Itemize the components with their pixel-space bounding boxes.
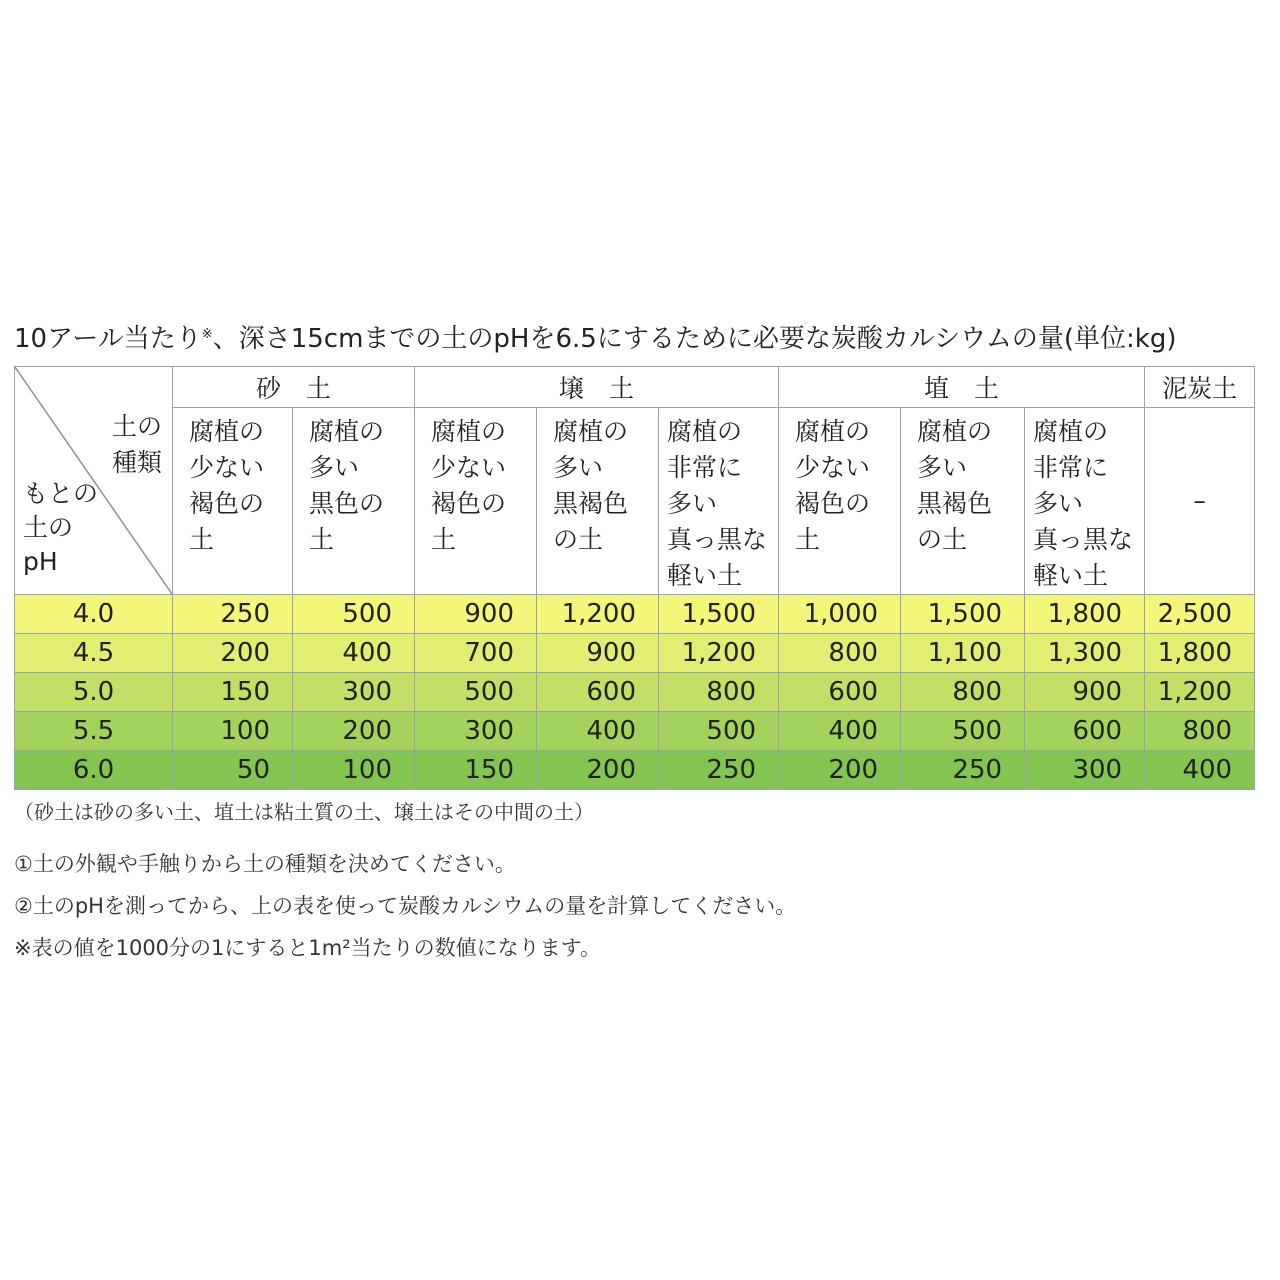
table-row	[15, 712, 1255, 751]
value-cell: 200	[537, 751, 659, 790]
value-cell: 600	[1025, 712, 1145, 751]
subheader-2: 腐植の 多い 黒色の 土	[293, 408, 415, 595]
value-cell: 800	[901, 673, 1025, 712]
value-cell: 700	[415, 634, 537, 673]
value-cell: 600	[779, 673, 901, 712]
subheader-8: 腐植の 非常に 多い 真っ黒な 軽い土	[1025, 408, 1145, 595]
footnote-mark: ※	[201, 327, 213, 342]
page-title: 10アール当たり※、深さ15cmまでの土のpHを6.5にするために必要な炭酸カルシウムの量(単位:kg)	[14, 324, 1177, 354]
value-cell: 900	[415, 595, 537, 634]
subheader-5: 腐植の 非常に 多い 真っ黒な 軽い土	[659, 408, 779, 595]
value-cell: 600	[537, 673, 659, 712]
subheader-3: 腐植の 少ない 褐色の 土	[415, 408, 537, 595]
value-cell: 50	[173, 751, 293, 790]
group-peat-soil: 泥炭土	[1145, 367, 1255, 408]
value-cell: 500	[293, 595, 415, 634]
footnote: ※表の値を1000分の1にすると1m²当たりの数値になります。	[14, 936, 601, 960]
value-cell: 500	[415, 673, 537, 712]
original-ph-label: もとの 土の pH	[23, 479, 99, 576]
value-cell: 900	[537, 634, 659, 673]
value-cell: 800	[779, 634, 901, 673]
value-cell: 200	[779, 751, 901, 790]
value-cell: 100	[293, 751, 415, 790]
value-cell: 1,500	[659, 595, 779, 634]
value-cell: 1,200	[537, 595, 659, 634]
table-row	[15, 634, 1255, 673]
value-cell: 150	[173, 673, 293, 712]
table-row	[15, 595, 1255, 634]
value-cell: 1,800	[1025, 595, 1145, 634]
value-cell: 1,300	[1025, 634, 1145, 673]
soil-definition-note: （砂土は砂の多い土、埴土は粘土質の土、壌土はその中間の土）	[14, 800, 594, 824]
group-clay-soil: 埴 土	[779, 367, 1145, 408]
instruction-step-1: ①土の外観や手触りから土の種類を決めてください。	[14, 852, 516, 876]
value-cell: 250	[901, 751, 1025, 790]
subheader-1: 腐植の 少ない 褐色の 土	[173, 408, 293, 595]
soil-type-label: 土の 種類	[111, 412, 162, 477]
value-cell: 200	[293, 712, 415, 751]
calcium-carbonate-table	[14, 366, 1255, 790]
ph-cell: 4.0	[15, 595, 173, 634]
ph-cell: 4.5	[15, 634, 173, 673]
value-cell: 400	[779, 712, 901, 751]
corner-header	[15, 367, 173, 595]
value-cell: 400	[537, 712, 659, 751]
value-cell: 800	[659, 673, 779, 712]
table-row	[15, 751, 1255, 790]
subheader-7: 腐植の 多い 黒褐色 の土	[901, 408, 1025, 595]
value-cell: 1,100	[901, 634, 1025, 673]
value-cell: 300	[293, 673, 415, 712]
value-cell: 1,200	[659, 634, 779, 673]
value-cell: 200	[173, 634, 293, 673]
value-cell: 400	[293, 634, 415, 673]
value-cell: 150	[415, 751, 537, 790]
value-cell: 1,800	[1145, 634, 1255, 673]
value-cell: 1,000	[779, 595, 901, 634]
value-cell: 400	[1145, 751, 1255, 790]
table-row	[15, 673, 1255, 712]
instruction-step-2: ②土のpHを測ってから、上の表を使って炭酸カルシウムの量を計算してください。	[14, 894, 797, 918]
group-loam-soil: 壌 土	[415, 367, 779, 408]
ph-cell: 5.0	[15, 673, 173, 712]
ph-cell: 6.0	[15, 751, 173, 790]
subheader-6: 腐植の 少ない 褐色の 土	[779, 408, 901, 595]
subheader-9: –	[1145, 408, 1255, 595]
value-cell: 500	[659, 712, 779, 751]
value-cell: 900	[1025, 673, 1145, 712]
value-cell: 300	[415, 712, 537, 751]
value-cell: 800	[1145, 712, 1255, 751]
value-cell: 250	[659, 751, 779, 790]
value-cell: 1,200	[1145, 673, 1255, 712]
value-cell: 500	[901, 712, 1025, 751]
value-cell: 250	[173, 595, 293, 634]
value-cell: 1,500	[901, 595, 1025, 634]
value-cell: 300	[1025, 751, 1145, 790]
value-cell: 100	[173, 712, 293, 751]
subheader-4: 腐植の 多い 黒褐色 の土	[537, 408, 659, 595]
group-sandy-soil: 砂 土	[173, 367, 415, 408]
ph-cell: 5.5	[15, 712, 173, 751]
value-cell: 2,500	[1145, 595, 1255, 634]
